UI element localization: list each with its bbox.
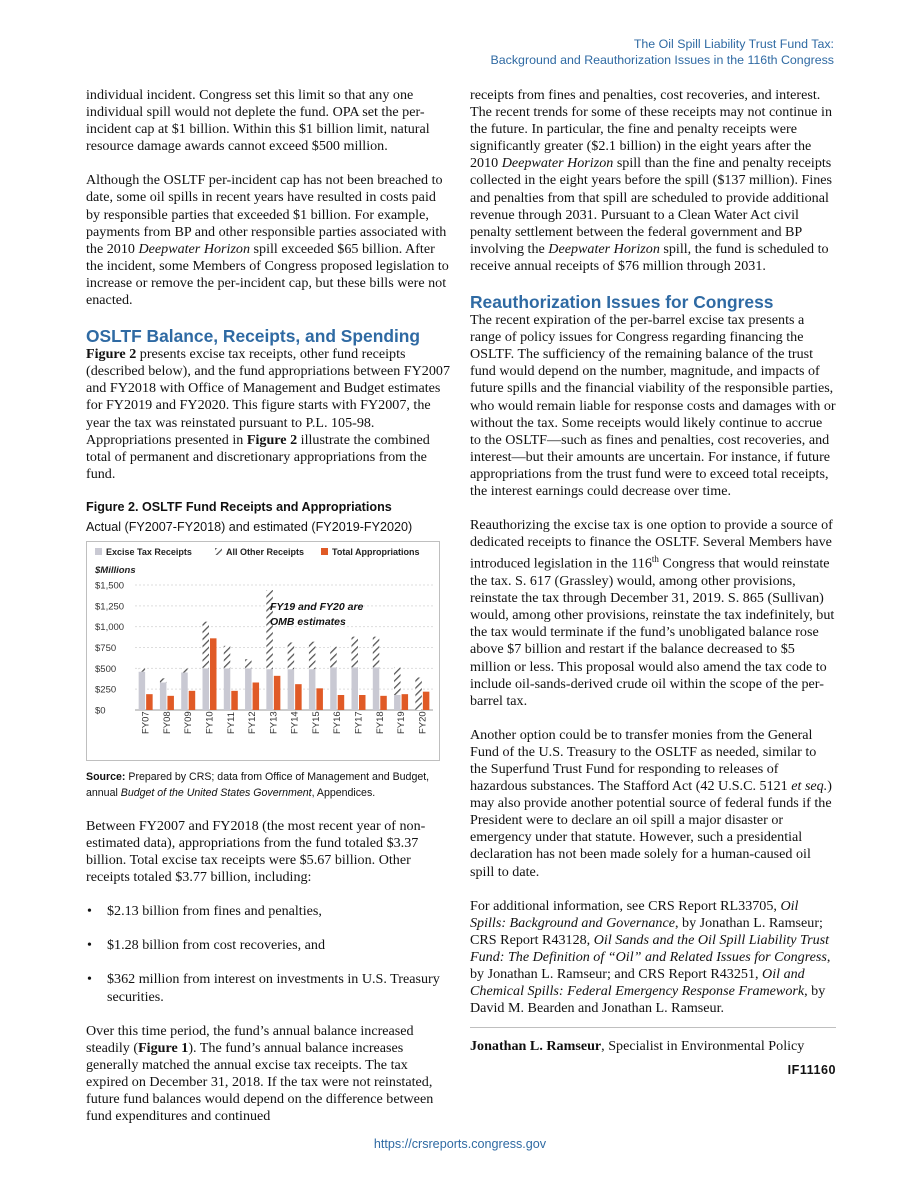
bar-other-receipts: [394, 667, 401, 695]
section-heading-reauthorization: Reauthorization Issues for Congress: [470, 292, 774, 313]
running-header-line1: The Oil Spill Liability Trust Fund Tax:: [633, 37, 834, 51]
bar-other-receipts: [139, 668, 146, 671]
bar-appropriations: [253, 682, 259, 710]
running-header: [491, 36, 834, 68]
x-tick-label: FY18: [374, 711, 386, 734]
bar-appropriations: [146, 694, 153, 710]
bar-other-receipts: [309, 642, 316, 670]
bar-appropriations: [316, 688, 323, 710]
bar-excise-tax: [309, 669, 316, 710]
right-paragraph-1: receipts from fines and penalties, cost recoveries, and interest. The recent trends for some of these receipts may not continue in the future. In particular, the fine and penalty receipts were significantly greater ($2.1 billion) in the eight years after the 2010 Deepwater Horizon spill than the fine and penalty receipts collected in the eight years before the spill ($137 million). Fines and penalties from that spill are scheduled to provide additional revenue through 2031. Pursuant to a Clean Water Act civil penalty settlement between the federal government and BP involving the Deepwater Horizon spill, the fund is scheduled to receive annual receipts of $76 million through 2031.: [470, 87, 833, 274]
bar-other-receipts: [288, 642, 295, 669]
bar-excise-tax: [181, 672, 188, 710]
bar-appropriations: [295, 684, 302, 710]
bar-appropriations: [423, 692, 430, 710]
legend-label-other: All Other Receipts: [226, 546, 305, 557]
y-tick-label: $1,000: [95, 622, 125, 634]
bar-excise-tax: [203, 668, 210, 710]
x-axis-ticks: [141, 711, 429, 734]
right-paragraph-2: The recent expiration of the per-barrel excise tax presents a range of policy issues for Congress regarding financing the OSLTF. The sufficiency of the remaining balance of the trust fund would depend on the number, magnitude, and impacts of future spills and the financial viability of the responsible parties, who would remain liable for response costs and damages with or without the tax. Some receipts would likely continue to accrue to the OSLTF—such as fines and penalties, cost recoveries, and interest—but their amounts are uncertain. For instance, if future appropriations from the trust fund were to exceed total receipts, the interest earnings could decrease over time.: [470, 312, 836, 499]
bar-excise-tax: [266, 669, 273, 710]
section-heading-balance: OSLTF Balance, Receipts, and Spending: [86, 326, 421, 347]
legend-label-appropriations: Total Appropriations: [332, 546, 420, 557]
left-paragraph-2: Although the OSLTF per-incident cap has not been breached to date, some oil spills in recent years have resulted in costs paid by responsible parties that exceeded $1 billion. For example, payments from BP and other responsible parties associated with the 2010 Deepwater Horizon spill exceeded $65 billion. After the incident, some Members of Congress proposed legislation to increase or remove the per-incident cap, but these bills were not enacted.: [86, 172, 449, 309]
y-axis-ticks: [95, 580, 124, 716]
bar-appropriations: [274, 676, 281, 710]
bar-other-receipts: [224, 646, 231, 669]
bar-other-receipts: [181, 668, 188, 672]
x-tick-label: FY20: [417, 711, 429, 734]
chart-legend: [95, 547, 420, 557]
left-paragraph-4: Between FY2007 and FY2018 (the most recent year of non-estimated data), appropriations from the fund totaled $3.37 billion. Total excise tax receipts were $5.67 billion. Other receipts totaled $3.77 billion, including:: [86, 817, 426, 886]
legend-swatch-appropriations: [321, 548, 328, 555]
bar-appropriations: [402, 694, 409, 710]
legend-swatch-other: [215, 548, 222, 555]
bar-other-receipts: [373, 637, 380, 668]
left-column: [86, 87, 452, 1125]
bar-other-receipts: [203, 622, 210, 669]
bar-excise-tax: [288, 669, 295, 710]
x-tick-label: FY19: [396, 711, 408, 734]
figure-subtitle: Actual (FY2007-FY2018) and estimated (FY2019-FY2020): [86, 519, 413, 534]
bar-excise-tax: [394, 695, 401, 710]
bar-other-receipts: [415, 677, 422, 710]
chart-annotation-line2: OMB estimates: [270, 615, 346, 628]
x-tick-label: FY12: [247, 711, 259, 734]
bar-appropriations: [380, 696, 387, 710]
chart-svg: [87, 542, 441, 762]
list-item: • $362 million from interest on investments in U.S. Treasury securities.: [87, 971, 440, 1005]
y-tick-label: $750: [95, 642, 117, 654]
figure-source: Source: Prepared by CRS; data from Office of Management and Budget, annual Budget of the United States Government, Appendices.: [86, 770, 430, 799]
figure-title: Figure 2. OSLTF Fund Receipts and Appropriations: [86, 499, 392, 514]
right-paragraph-3: Reauthorizing the excise tax is one option to provide a source of dedicated receipts to finance the OSLTF. Several Members have introduced legislation in the 116th Congress that would reinstate the tax. S. 617 (Grassley) would, among other provisions, reinstate the tax through December 31, 2019. S. 865 (Sullivan) would, among other provisions, reinstate the tax indefinitely, but the tax would terminate if the fund’s unobligated balance rose above $7 billion and restart if the balance decreased to $5 million or less. This proposal would also amend the tax code to include oil-sands-derived crude oil within the scope of the per-barrel tax.: [470, 517, 835, 709]
report-id: IF11160: [787, 1063, 836, 1078]
left-paragraph-5: Over this time period, the fund’s annual balance increased steadily (Figure 1). The fund’s annual balance increases generally matched the annual excise tax receipts. The tax expired on December 31, 2018. If the tax were not reinstated, future fund balances would depend on the difference between fund expenditures and continued: [86, 1022, 434, 1125]
x-tick-label: FY15: [310, 711, 322, 734]
bar-excise-tax: [245, 668, 252, 710]
y-axis-unit-label: $Millions: [95, 564, 136, 576]
bar-appropriations: [231, 691, 238, 710]
legend-label-excise: Excise Tax Receipts: [106, 546, 192, 557]
left-paragraph-1: individual incident. Congress set this limit so that any one individual spill would not deplete the fund. OPA set the per-incident cap at $1 billion. Within this $1 billion limit, natural resource damage awards cannot exceed $500 million.: [86, 87, 430, 155]
receipts-appropriations-chart: [86, 541, 440, 761]
bar-excise-tax: [160, 682, 167, 710]
x-tick-label: FY10: [204, 711, 216, 734]
left-paragraph-3: Figure 2 presents excise tax receipts, other fund receipts (described below), and the fund appropriations between FY2007 and FY2018 with Office of Management and Budget estimates for FY2019 and FY2020. This figure starts with FY2007, the year the tax was reinstated pursuant to P.L. 105-98. Appropriations presented in Figure 2 illustrate the combined total of permanent and discretionary appropriations from the fund.: [86, 346, 450, 482]
x-tick-label: FY13: [268, 711, 280, 734]
chart-annotation-line1: FY19 and FY20 are: [270, 600, 364, 613]
author-line: Jonathan L. Ramseur, Specialist in Environmental Policy: [470, 1038, 805, 1055]
bar-other-receipts: [330, 647, 337, 668]
bar-excise-tax: [139, 672, 146, 710]
bar-excise-tax: [352, 667, 359, 710]
bar-appropriations: [189, 691, 196, 710]
x-tick-label: FY08: [161, 711, 173, 734]
receipts-bullet-list: [86, 903, 452, 1005]
right-column: [470, 87, 836, 1079]
y-tick-label: $1,500: [95, 580, 125, 592]
bar-appropriations: [338, 695, 345, 710]
y-tick-label: $500: [95, 663, 117, 675]
x-tick-label: FY11: [225, 711, 237, 734]
list-item: • $2.13 billion from fines and penalties,: [87, 903, 322, 920]
bar-appropriations: [167, 696, 174, 710]
bar-appropriations: [359, 695, 366, 710]
x-tick-label: FY14: [289, 711, 301, 734]
y-tick-label: $0: [95, 705, 106, 717]
bar-excise-tax: [330, 667, 337, 710]
bar-other-receipts: [352, 637, 359, 668]
x-tick-label: FY16: [332, 711, 344, 734]
author-divider: [470, 1027, 836, 1028]
x-tick-label: FY07: [140, 711, 152, 734]
bar-other-receipts: [160, 678, 167, 682]
footer-url[interactable]: https://crsreports.congress.gov: [373, 1137, 547, 1151]
bar-excise-tax: [224, 668, 231, 710]
right-paragraph-4: Another option could be to transfer monies from the General Fund of the U.S. Treasury to the OSLTF as needed, similar to the Superfund Trust Fund for responding to releases of hazardous substances. The Stafford Act (42 U.S.C. 5121 et seq.) may also provide another potential source of federal funds if the President were to declare an oil spill a major disaster or emergency under that statute. However, such a presidential declaration has not been made solely for a human-caused oil spill to date.: [470, 726, 832, 880]
y-tick-label: $250: [95, 684, 117, 696]
bar-other-receipts: [245, 659, 252, 668]
x-tick-label: FY17: [353, 711, 365, 734]
running-header-line2: Background and Reauthorization Issues in the 116th Congress: [490, 53, 834, 67]
legend-swatch-excise: [95, 548, 102, 555]
y-tick-label: $1,250: [95, 601, 125, 613]
right-paragraph-5: For additional information, see CRS Report RL33705, Oil Spills: Background and Governance, by Jonathan L. Ramseur; CRS Report R43128, Oil Sands and the Oil Spill Liability Trust Fund: The Definition of “Oil” and Related Issues for Congress, by Jonathan L. Ramseur; and CRS Report R43251, Oil and Chemical Spills: Federal Emergency Response Framework, by David M. Bearden and Jonathan L. Ramseur.: [470, 897, 831, 1017]
bar-appropriations: [210, 638, 217, 710]
list-item: • $1.28 billion from cost recoveries, and: [87, 937, 326, 954]
x-tick-label: FY09: [183, 711, 195, 734]
bar-excise-tax: [373, 667, 380, 710]
